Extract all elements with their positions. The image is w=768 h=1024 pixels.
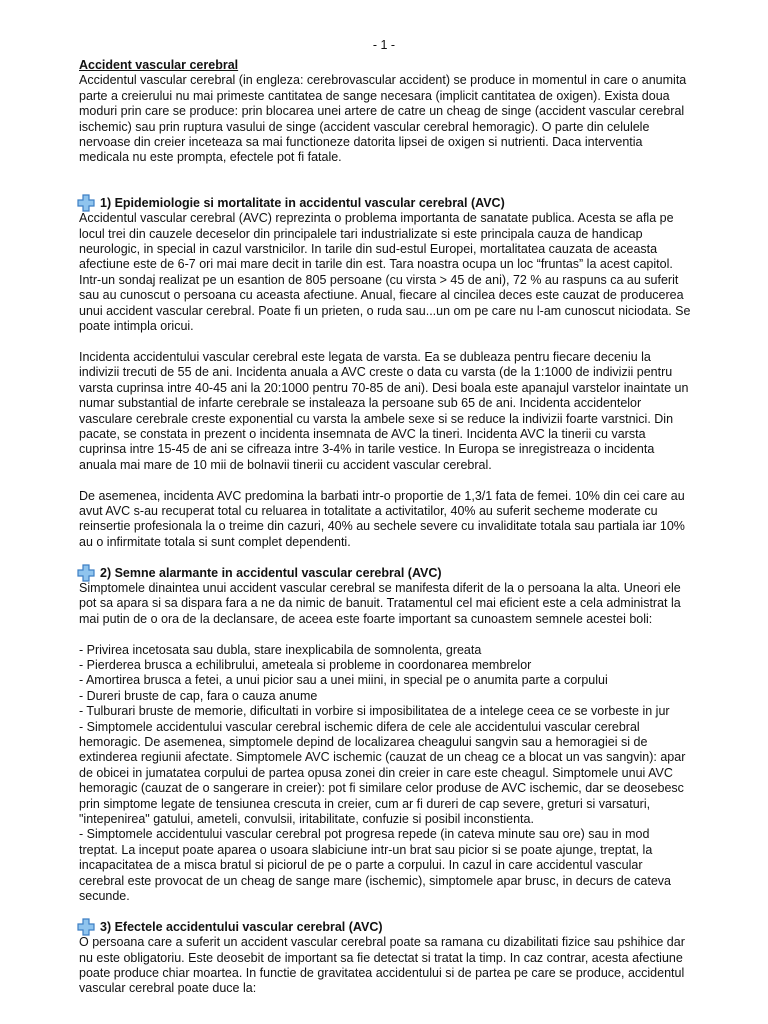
paragraph: De asemenea, incidenta AVC predomina la barbati intr-o proportie de 1,3/1 fata de femei. 10% din cei care au avut AVC s-au recuperat total cu reluarea in totalitate a activitatilor, 40% au suferit secheme moderate cu reinsertie profesionala la o treime din cazuri, 40% au sechele severe cu invaliditate totala sau partiala iar 10% au o infirmitate totala si sunt complet dependenti.: [79, 488, 685, 549]
list-item: - Dureri bruste de cap, fara o cauza anume: [79, 688, 318, 703]
page-number: - 1 -: [372, 38, 396, 52]
section-heading-2: [79, 566, 691, 581]
section-heading-3: [79, 920, 691, 935]
document-title: Accident vascular cerebral: [79, 58, 239, 72]
list-item: - Tulburari bruste de memorie, dificultati in vorbire si imposibilitatea de a intelege ceea ce se vorbeste in jur: [79, 704, 670, 719]
paragraph: Accidentul vascular cerebral (AVC) reprezinta o problema importanta de sanatate publica. Acesta se afla pe locul trei din cauzele deceselor din principalele tari industrializate si este principala cauza de handicap neurologic, in special in cazul varstnicilor. In tarile din sud-estul Europei, mortalitatea cauzata de aceasta afectiune este de 6-7 ori mai mare decit in tarile din est. Tara noastra ocupa un loc “fruntas” la acest capitol. Intr-un sondaj realizat pe un esantion de 805 persoane (cu virsta > 45 de ani), 72 % au raspuns ca au suferit sau au cunoscut o persoana cu aceasta afectiune. Anual, fiecare al cincilea deces este cauzat de producerea unui accident vascular cerebral. Poate fi un prieten, o ruda sau...un om pe care nu l-am cunoscut niciodata. Se poate intimpla oricui.: [79, 211, 691, 334]
list-item: - Pierderea brusca a echilibrului, ameteala si probleme in coordonarea membrelor: [79, 657, 532, 672]
section-heading-text: 1) Epidemiologie si mortalitate in accidentul vascular cerebral (AVC): [100, 195, 505, 210]
intro-paragraph: Accidentul vascular cerebral (in engleza: cerebrovascular accident) se produce in momentul in care o anumita parte a creierului nu mai primeste cantitatea de sange necesara (implicit cantitatea de oxigen). Exista doua moduri prin care se produce: prin blocarea unei artere de catre un cheag de singe (accident vascular cerebral ischemic) sau prin ruptura vasului de singe (accident vascular cerebral hemoragic). O parte din celulele nervoase din creier inceteaza sa mai functioneze datorita lipsei de oxigen si nutrienti. Daca interventia medicala nu este prompta, efectele pot fi fatale.: [79, 73, 687, 165]
list-item: - Privirea incetosata sau dubla, stare inexplicabila de somnolenta, greata: [79, 642, 482, 657]
plus-icon: [77, 564, 95, 582]
list-item: - Amortirea brusca a fetei, a unui picior sau a unei miini, in special pe o anumita parte a corpului: [79, 673, 608, 688]
paragraph: O persoana care a suferit un accident vascular cerebral poate sa ramana cu dizabilitati fizice sau pshihice dar nu este obligatoriu. Este deosebit de important sa fie detectat si tratat la timp. In caz contrar, acesta afectiune poate produce chiar moartea. In functie de gravitatea accidentului si de partea pe care se produce, accidentul vascular cerebral poate duce la:: [79, 935, 685, 996]
paragraph: Simptomele dinaintea unui accident vascular cerebral se manifesta diferit de la o persoana la alta. Uneori ele pot sa apara si sa dispara fara a ne da nimic de banuit. Tratamentul cel mai eficient este a cela administrat la mai putin de o ora de la declansare, de aceea este foarte important sa cunoastem semnele acestei boli:: [79, 580, 681, 626]
section-heading-text: 3) Efectele accidentului vascular cerebral (AVC): [100, 919, 383, 934]
section-heading-1: [79, 196, 691, 211]
list-item: - Simptomele accidentului vascular cerebral pot progresa repede (in cateva minute sau ore) sau in mod treptat. La inceput poate aparea o usoara slabiciune intr-un brat sau picior si se poate ajunge, treptat, la incapacitatea de a misca bratul si piciorul de pe o parte a corpului. In cazul in care accidentul vascular cerebral este provocat de un cheag de sange mare (ischemic), simptomele apar brusc, in decurs de cateva secunde.: [79, 827, 671, 904]
document-body: [79, 58, 691, 997]
plus-icon: [77, 194, 95, 212]
list-item: - Simptomele accidentului vascular cerebral ischemic difera de cele ale accidentului vascular cerebral hemoragic. De asemenea, simptomele depind de localizarea cheagului sangvin sau a hemoragiei si de extinderea regiunii afectate. Simptomele AVC ischemic (cauzat de un cheag ce a blocat un vas sangvin): apar de obicei in jumatatea corpului de partea opusa zonei din creier in care este cheagul. Simptomele unui AVC hemoragic (cauzat de o sangerare in creier): pot fi similare celor produse de AVC ischemic, dar se deosebesc prin simptome legate de tensiunea crescuta in creier, cum ar fi dureri de cap severe, greturi si varsaturi, "intepenirea" gatului, ameteli, convulsii, iritabilitate, confuzie si posibil inconstienta.: [79, 719, 686, 827]
paragraph: Incidenta accidentului vascular cerebral este legata de varsta. Ea se dubleaza pentru fiecare deceniu la indivizii trecuti de 55 de ani. Incidenta anuala a AVC creste o data cu varsta (de la 1:1000 de indivizii pentru varsta cuprinsa intre 40-45 ani la 20:1000 pentru 70-85 de ani). Desi boala este apanajul varstelor inaintate un numar substantial de infarte cerebrale se instaleaza la persoane sub 65 de ani. Incidenta accidentelor vasculare cerebrale creste exponential cu varsta la ambele sexe si se reduce la indivizii foarte varstnici. Din pacate, se constata in prezent o incidenta insemnata de AVC la tineri. Incidenta AVC la tinerii cu varsta cuprinsa intre 15-45 de ani se cifreaza intre 3-4% in tarile vestice. In Europa se inregistreaza o incidenta anuala mai mare de 10 mii de bolnavii tinerii cu accident vascular cerebral.: [79, 349, 689, 472]
plus-icon: [77, 918, 95, 936]
section-heading-text: 2) Semne alarmante in accidentul vascular cerebral (AVC): [100, 565, 442, 580]
